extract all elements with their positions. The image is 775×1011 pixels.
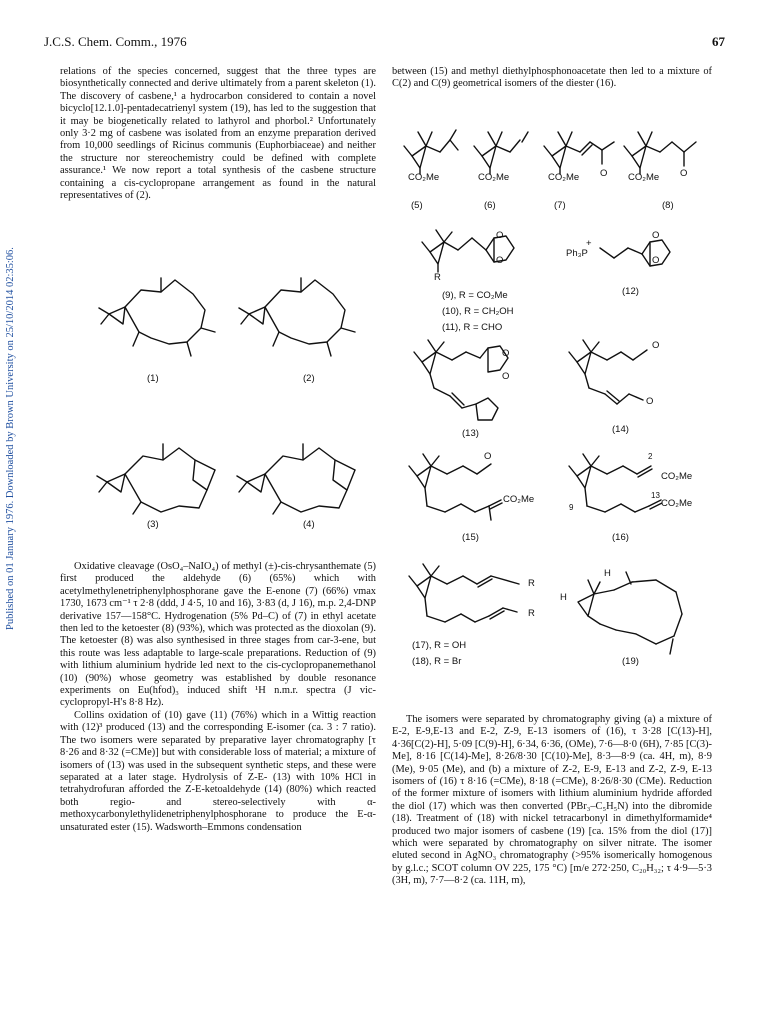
structure-16: [565, 452, 695, 532]
download-watermark: [0, 247, 16, 630]
label-compound-6: (6): [484, 200, 496, 211]
structure-2: [235, 262, 365, 372]
structure-13: [410, 338, 530, 428]
position-9-16: 9: [569, 503, 574, 512]
label-compound-3: (3): [147, 519, 159, 530]
structure-7: [540, 124, 620, 174]
label-compound-16: (16): [612, 532, 629, 543]
left-column-body: [60, 561, 376, 834]
label-compound-8: (8): [662, 200, 674, 211]
paragraph-oxidative-cleavage: Oxidative cleavage (OsO₄–NaIO₄) of methyl (±)-cis-chrysanthemate (5) first produced the aldehyde (6) (65%) which with acetylmethylenetriphenylphosphorane gave the E-enone (7) (66%) νmax 1730, 1673 cm⁻¹ τ 2·8 (ddd, J 4·5, 10 and 16), 3·83 (d, J 16), m.p. 2,4-DNP derivative 157—158°C. Hydrogenation (5% Pd–C) of (7) in ethyl acetate then led to the ketoester (8) (93%), which was protected as the dioxolan (9). The ketoester (8) was also synthesised in three stages from car-3-ene, but this route was less adaptable to large-scale preparations. Reduction of (9) with lithium aluminium hydride led next to the cis-cyclopropanemethanol (10) (90%) whose geometry was established by double resonance experiments on Eu(hfod)₃ induced shift ¹H n.m.r. spectra (J vic-cyclopropyl-H's 8·8 Hz).: [60, 561, 376, 709]
structure-1: [95, 262, 225, 372]
structure-17-18: [405, 562, 545, 642]
right-column-bottom: [392, 714, 712, 888]
journal-header: J.C.S. Chem. Comm., 1976: [44, 34, 187, 49]
paragraph-intro: relations of the species concerned, suggest that the three types are biosynthetically connected and derive ultimately from a parent skeleton (1). The discovery of casbene,¹ a hydrocarbon considered to contain a novel bicyclo[12.1.0]-pentadecatrienyl system (19), has led to the suggestion that it may be biogenetically related to lathyrol and phorbol.² Unfortunately only 3·2 mg of casbene was isolated from an enzyme preparation derived from 10,000 seedlings of Ricinus communis (Euphorbiaceae) and neither the structure nor stereochemistry could be defined with complete assurance.¹ We now report a total synthesis of the casbene structure containing a cis-cyclopropane arrangement as found in the natural representatives of (2).: [60, 66, 376, 202]
r-group-b-17: R: [528, 608, 535, 619]
structure-8: [620, 124, 710, 174]
keto-oxygen-15: O: [484, 451, 492, 462]
structure-19: [560, 566, 700, 656]
keto-oxygen-7: O: [600, 168, 608, 179]
co2me-b-16: CO₂Me: [661, 498, 693, 509]
label-compound-2: (2): [303, 373, 315, 384]
phosphonium-charge: +: [586, 238, 592, 249]
co2me-8: CO₂Me: [628, 172, 660, 183]
paragraph-diester: between (15) and methyl diethylphosphonoacetate then led to a mixture of C(2) and C(9) geometrical isomers of the diester (16).: [392, 66, 712, 90]
label-compound-4: (4): [303, 519, 315, 530]
structure-6: [470, 124, 540, 174]
keto-oxygen-8: O: [680, 168, 688, 179]
download-watermark-text[interactable]: Published on 01 January 1976. Downloaded by Brown University on 25/10/2014 02:35:06.: [5, 247, 16, 630]
label-compound-15: (15): [462, 532, 479, 543]
aldehyde-oxygen-14: O: [646, 396, 654, 407]
co2me-15: CO₂Me: [503, 494, 535, 505]
co2me-a-16: CO₂Me: [661, 471, 693, 482]
dioxolane-oxygen-b-13: O: [502, 371, 510, 382]
structure-12: [580, 226, 680, 276]
structure-4: [235, 430, 365, 525]
label-compound-12: (12): [622, 286, 639, 297]
label-compound-5: (5): [411, 200, 423, 211]
left-column-intro: [60, 66, 376, 202]
paragraph-isomers: The isomers were separated by chromatography giving (a) a mixture of E-2, E-9,E-13 and E-2, Z-9, E-13 isomers of (16), τ 3·28 [C(13)-H], 4·36[C(2)-H], 5·09 [C(9)-H], 6·34, 6·36, (OMe), 7·6—8·0 (6H), 7·85 [C(3)-Me], 8·16 [C(14)-Me], 8·26/8·30 [C(10)-Me], 8·3—8·9 (ca. 4H, m), 8·9 (Me), 9·05 (Me), and (b) a mixture of Z-2, E-9, E-13 and Z-2, Z-9, E-13 isomers of (16) τ 8·16 (=CMe), 8·18 (=CMe), 8·26/8·30 (CMe). Reduction of the former mixture of isomers with lithium aluminium hydride afforded the diol (17) which was then converted (PBr₃–C₅H₅N) into the dibromide (18). Treatment of (18) with nickel tetracarbonyl in dimethylformamide⁴ produced two major isomers of casbene (19) [ca. 15% from the diol (17)] which were separated by chromatography on silver nitrate. The isomer eluted second in AgNO₃ chromatography (>95% isomerically homogenous by g.l.c.; SCOT column OV 225, 175 °C) [m/e 272·250, C₂₀H₃₂; τ 4·9—5·3 (3H, m), 7·7—8·2 (ca. 11H, m),: [392, 714, 713, 887]
label-compound-1: (1): [147, 373, 159, 384]
label-compound-14: (14): [612, 424, 629, 435]
definition-10: (10), R = CH₂OH: [442, 306, 514, 317]
dioxolane-oxygen-top-12: O: [652, 230, 660, 241]
definition-17: (17), R = OH: [412, 640, 467, 651]
hydrogen-dashed-19: H: [560, 592, 567, 603]
position-13-16: 13: [651, 491, 660, 500]
page-number: 67: [712, 34, 725, 49]
dioxolane-oxygen-top-9: O: [496, 230, 504, 241]
co2me-5: CO₂Me: [408, 172, 440, 183]
structure-5: [400, 124, 470, 174]
r-group-9: R: [434, 272, 441, 283]
label-compound-7: (7): [554, 200, 566, 211]
r-group-a-17: R: [528, 578, 535, 589]
co2me-6: CO₂Me: [478, 172, 510, 183]
phosphonium-ph3p: Ph₃P: [566, 248, 588, 259]
position-2-16: 2: [648, 452, 653, 461]
structure-15: [405, 452, 535, 532]
label-compound-19: (19): [622, 656, 639, 667]
hydrogen-19: H: [604, 568, 611, 579]
dioxolane-oxygen-bottom-12: O: [652, 255, 660, 266]
definition-11: (11), R = CHO: [442, 322, 503, 333]
co2me-7: CO₂Me: [548, 172, 580, 183]
structure-3: [95, 430, 225, 525]
paragraph-collins-oxidation: Collins oxidation of (10) gave (11) (76%) which in a Wittig reaction with (12)³ produced (13) and the corresponding E-isomer (ca. 3 : 7 ratio). The two isomers were separated by preparative layer chromatography [τ 8·26 and 8·32 (=CMe)] but with considerable loss of material; a mixture of isomers of (13) was used in the subsequent synthetic steps, and these were separated at a later stage. Hydrolysis of Z-E- (13) with 10% HCl in tetrahydrofuran afforded the Z-E-ketoaldehyde (14) (80%) which reacted both regio- and stereo-selectively with α-methoxycarbonylethylidenetriphenylphosphorane to produce the E-α-unsaturated ester (15). Wadsworth–Emmons condensation: [60, 709, 376, 833]
keto-oxygen-14: O: [652, 340, 660, 351]
definition-18: (18), R = Br: [412, 656, 462, 667]
dioxolane-oxygen-a-13: O: [502, 348, 510, 359]
definition-9: (9), R = CO₂Me: [442, 290, 508, 301]
dioxolane-oxygen-bottom-9: O: [496, 255, 504, 266]
right-column-top: [392, 66, 712, 91]
label-compound-13: (13): [462, 428, 479, 439]
